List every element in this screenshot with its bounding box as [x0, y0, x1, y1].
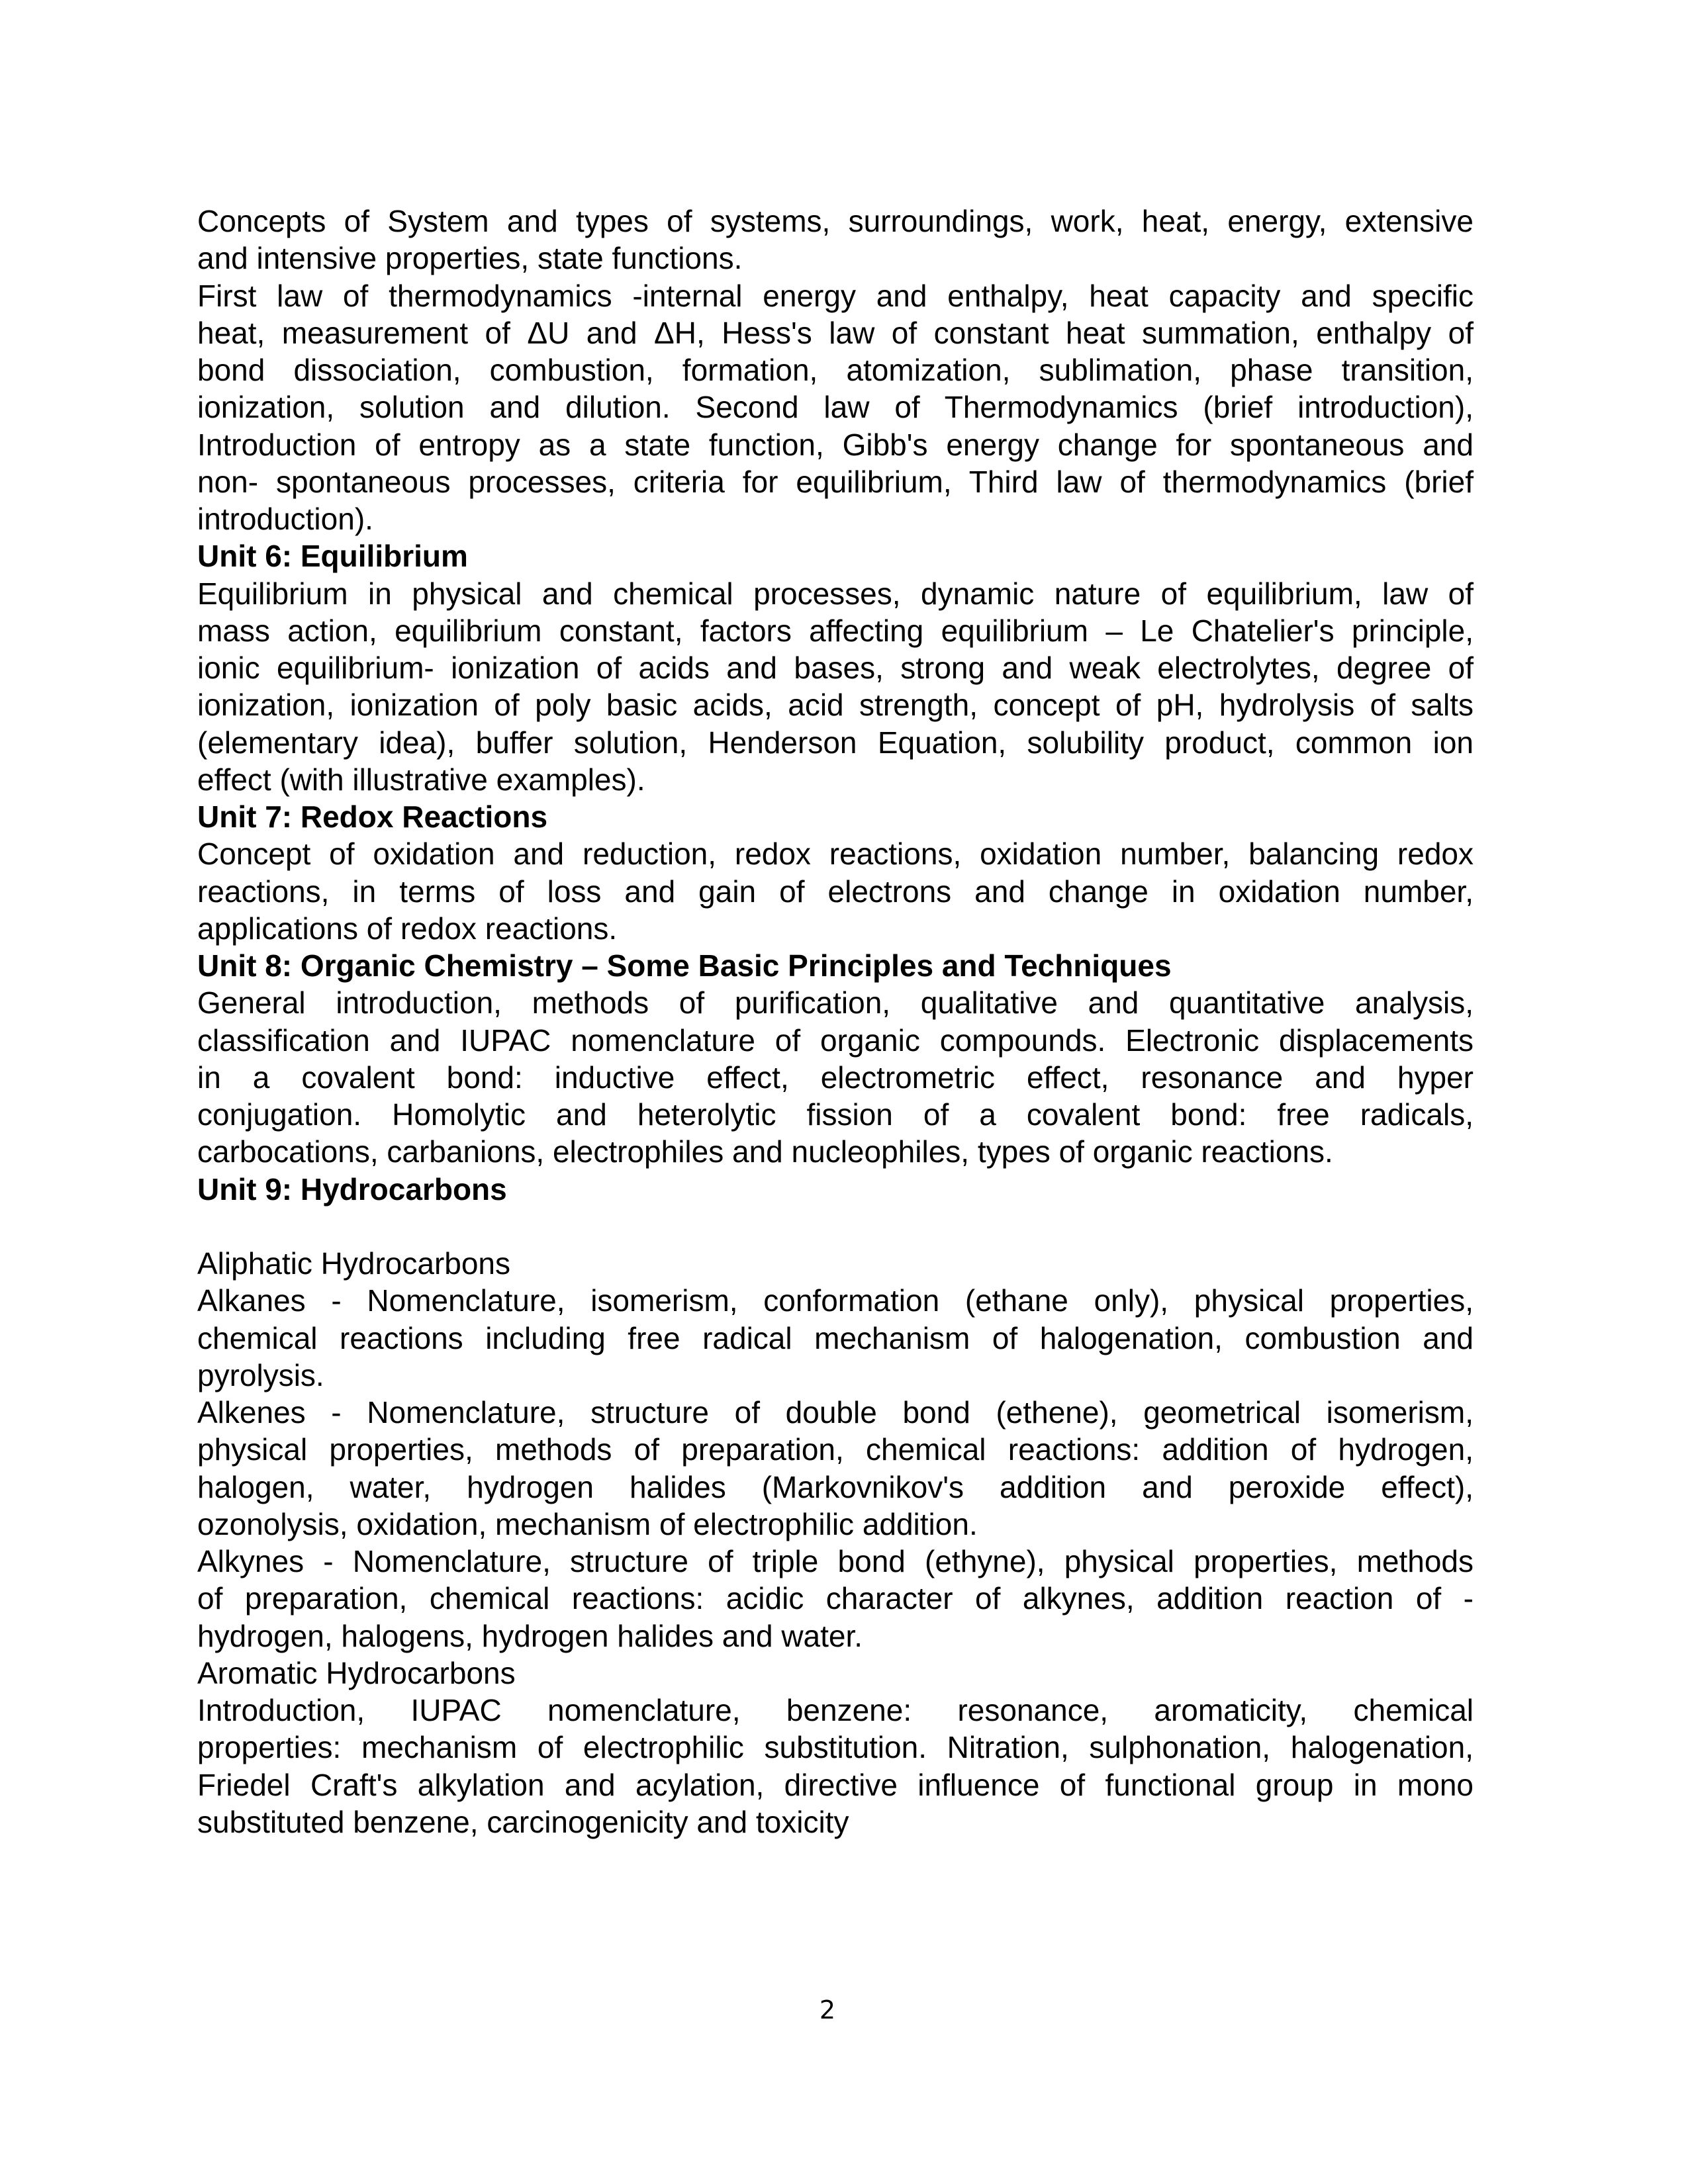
unit-7-heading — [197, 798, 1474, 835]
heading-text: Unit 6: Equilibrium — [197, 539, 468, 574]
text-line: ionization, solution and dilution. Second law of Thermodynamics (brief introduction), — [197, 390, 1474, 425]
text-line: Alkynes - Nomenclature, structure of triple bond (ethyne), physical properties, methods — [197, 1544, 1474, 1578]
blank-line — [197, 1208, 1474, 1245]
text-line: Alkenes - Nomenclature, structure of double bond (ethene), geometrical isomerism, — [197, 1395, 1474, 1430]
heading-text: Unit 7: Redox Reactions — [197, 799, 548, 834]
text-line: classification and IUPAC nomenclature of organic compounds. Electronic displacements — [197, 1023, 1474, 1058]
aromatic-paragraph — [197, 1692, 1474, 1841]
text-line — [197, 1208, 1474, 1245]
text-line: First law of thermodynamics -internal energy and enthalpy, heat capacity and specific — [197, 278, 1474, 313]
text-line: Introduction, IUPAC nomenclature, benzene: resonance, aromaticity, chemical — [197, 1693, 1474, 1727]
text-line: heat, measurement of ΔU and ΔH, Hess's law of constant heat summation, enthalpy of — [197, 315, 1474, 350]
text-line: Friedel Craft's alkylation and acylation, directive influence of functional group in mono — [197, 1767, 1474, 1802]
text-line: conjugation. Homolytic and heterolytic fission of a covalent bond: free radicals, — [197, 1097, 1474, 1132]
heading-text: Unit 8: Organic Chemistry – Some Basic Principles and Techniques — [197, 948, 1172, 983]
text-line: mass action, equilibrium constant, factors affecting equilibrium – Le Chatelier's principle, — [197, 613, 1474, 648]
unit-9-heading — [197, 1171, 1474, 1208]
text-line: physical properties, methods of preparation, chemical reactions: addition of hydrogen, — [197, 1432, 1474, 1467]
heading-text: Unit 9: Hydrocarbons — [197, 1171, 507, 1206]
redox-paragraph — [197, 835, 1474, 947]
text-line: hydrogen, halogens, hydrogen halides and water. — [197, 1618, 863, 1653]
text-line: pyrolysis. — [197, 1357, 324, 1392]
text-line: and intensive properties, state functions. — [197, 241, 743, 276]
text-line: non- spontaneous processes, criteria for equilibrium, Third law of thermodynamics (brief — [197, 464, 1474, 499]
alkanes-paragraph — [197, 1282, 1474, 1394]
text-line: ionic equilibrium- ionization of acids and bases, strong and weak electrolytes, degree of — [197, 651, 1474, 685]
text-line: properties: mechanism of electrophilic substitution. Nitration, sulphonation, halogenation, — [197, 1730, 1474, 1765]
document-body — [197, 203, 1474, 1841]
text-line: in a covalent bond: inductive effect, electrometric effect, resonance and hyper — [197, 1060, 1474, 1095]
text-line: Concepts of System and types of systems, surroundings, work, heat, energy, extensive — [197, 204, 1474, 238]
text-line: introduction). — [197, 502, 373, 536]
text-line: of preparation, chemical reactions: acidic character of alkynes, addition reaction of - — [197, 1581, 1474, 1616]
text-line: Equilibrium in physical and chemical processes, dynamic nature of equilibrium, law of — [197, 576, 1474, 611]
text-line: Aliphatic Hydrocarbons — [197, 1246, 511, 1281]
thermodynamics-concepts — [197, 203, 1474, 277]
text-line: (elementary idea), buffer solution, Henderson Equation, solubility product, common ion — [197, 725, 1474, 760]
text-line: Introduction of entropy as a state function, Gibb's energy change for spontaneous and — [197, 427, 1474, 462]
equilibrium-paragraph — [197, 575, 1474, 799]
text-line: applications of redox reactions. — [197, 911, 618, 946]
page-number: 2 — [819, 1995, 836, 2025]
text-line: bond dissociation, combustion, formation, atomization, sublimation, phase transition, — [197, 353, 1474, 387]
text-line: Aromatic Hydrocarbons — [197, 1655, 516, 1690]
text-line: Alkanes - Nomenclature, isomerism, conformation (ethane only), physical properties, — [197, 1283, 1474, 1318]
text-line: ozonolysis, oxidation, mechanism of electrophilic addition. — [197, 1506, 978, 1541]
text-line: reactions, in terms of loss and gain of electrons and change in oxidation number, — [197, 874, 1474, 909]
unit-8-heading — [197, 947, 1474, 984]
text-line: ionization, ionization of poly basic acids, acid strength, concept of pH, hydrolysis of salts — [197, 688, 1474, 723]
text-line: effect (with illustrative examples). — [197, 762, 645, 797]
alkenes-paragraph — [197, 1394, 1474, 1543]
text-line: halogen, water, hydrogen halides (Markovnikov's addition and peroxide effect), — [197, 1469, 1474, 1504]
unit-6-heading — [197, 537, 1474, 574]
text-line: chemical reactions including free radical mechanism of halogenation, combustion and — [197, 1320, 1474, 1355]
alkynes-paragraph — [197, 1543, 1474, 1655]
organic-chemistry-paragraph — [197, 984, 1474, 1170]
text-line: General introduction, methods of purification, qualitative and quantitative analysis, — [197, 985, 1474, 1021]
aromatic-subheading — [197, 1655, 1474, 1692]
aliphatic-subheading — [197, 1245, 1474, 1282]
text-line: Concept of oxidation and reduction, redox reactions, oxidation number, balancing redox — [197, 837, 1474, 872]
text-line: substituted benzene, carcinogenicity and toxicity — [197, 1804, 849, 1839]
first-law-paragraph — [197, 277, 1474, 538]
text-line: carbocations, carbanions, electrophiles and nucleophiles, types of organic reactions. — [197, 1134, 1333, 1169]
